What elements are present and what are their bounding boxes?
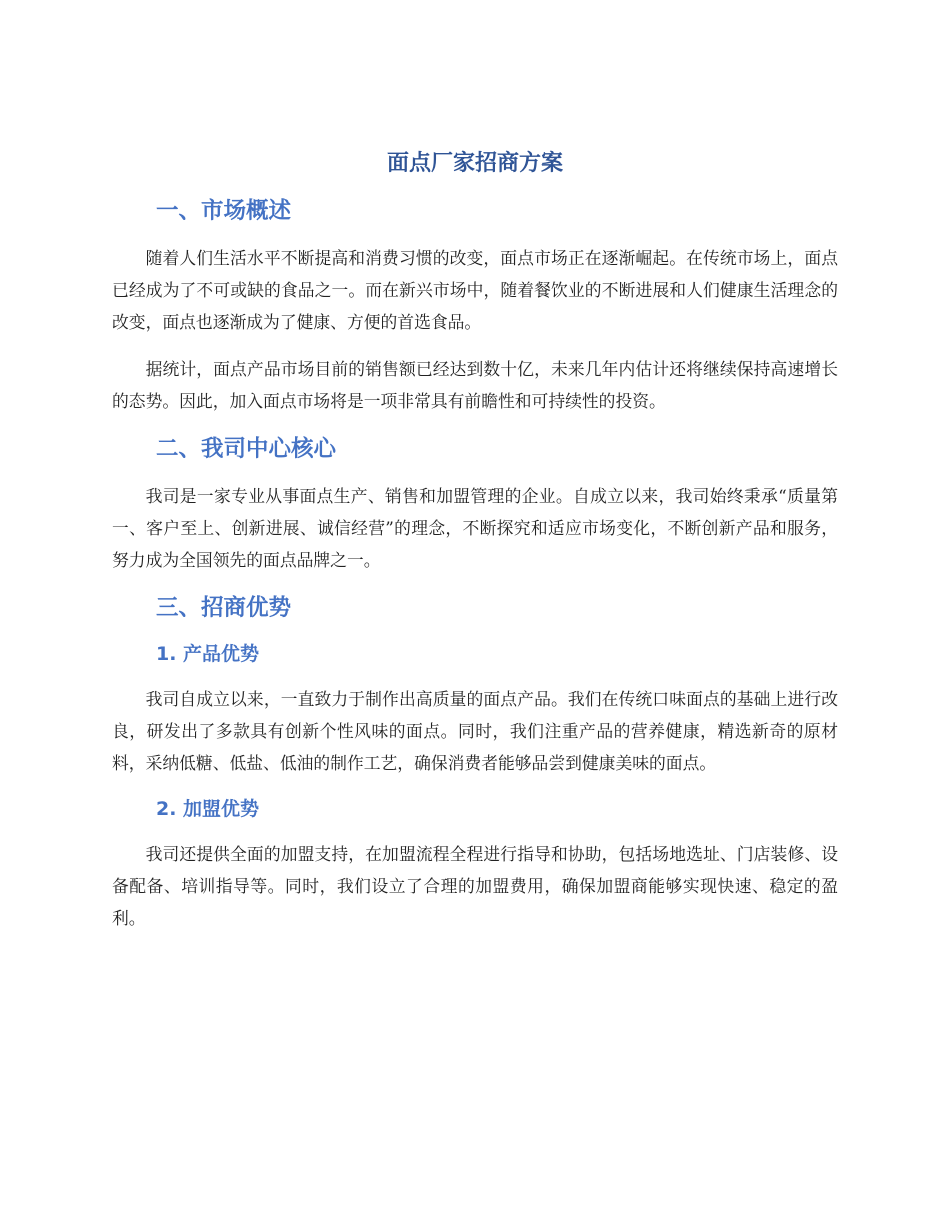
paragraph-company-core: 我司是一家专业从事面点生产、销售和加盟管理的企业。自成立以来，我司始终秉承“质量第一、客户至上、创新进展、诚信经营”的理念，不断探究和适应市场变化，不断创新产品和服务，努力成为全国领先的面点品牌之一。 [112,486,838,570]
document-content [112,146,838,949]
subsection-heading-product-advantage: 1. 产品优势 [156,643,260,665]
subsection-heading-franchise-advantage: 2. 加盟优势 [156,798,260,820]
paragraph-market-overview-1: 随着人们生活水平不断提高和消费习惯的改变，面点市场正在逐渐崛起。在传统市场上，面点已经成为了不可或缺的食品之一。而在新兴市场中，随着餐饮业的不断进展和人们健康生活理念的改变，面点也逐渐成为了健康、方便的首选食品。 [112,248,838,332]
paragraph-product-advantage: 我司自成立以来，一直致力于制作出高质量的面点产品。我们在传统口味面点的基础上进行改良，研发出了多款具有创新个性风味的面点。同时，我们注重产品的营养健康，精选新奇的原材料，采纳低糖、低盐、低油的制作工艺，确保消费者能够品尝到健康美味的面点。 [112,689,838,773]
paragraph-market-overview-2: 据统计，面点产品市场目前的销售额已经达到数十亿，未来几年内估计还将继续保持高速增长的态势。因此，加入面点市场将是一项非常具有前瞻性和可持续性的投资。 [112,359,838,411]
section-heading-market-overview: 一、市场概述 [156,198,292,224]
section-heading-company-core: 二、我司中心核心 [156,436,337,462]
document-title: 面点厂家招商方案 [386,151,563,176]
section-heading-investment-advantages: 三、招商优势 [156,595,292,621]
paragraph-franchise-advantage: 我司还提供全面的加盟支持，在加盟流程全程进行指导和协助，包括场地选址、门店装修、设备配备、培训指导等。同时，我们设立了合理的加盟费用，确保加盟商能够实现快速、稳定的盈利。 [112,844,838,928]
